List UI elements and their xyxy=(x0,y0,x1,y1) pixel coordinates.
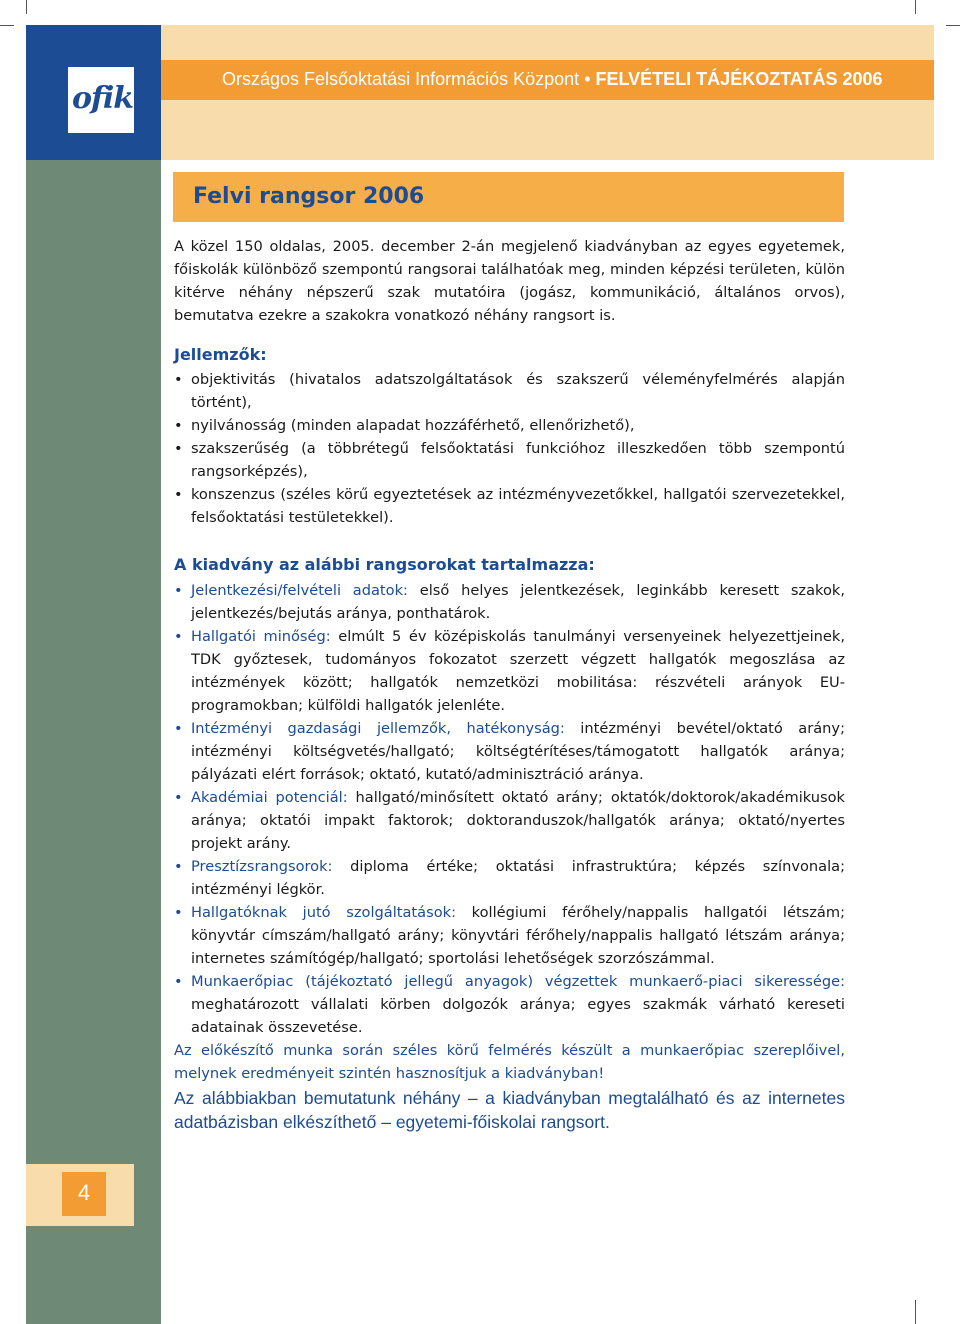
crop-mark xyxy=(0,25,14,26)
item-text: kollégiumi férőhely/nappalis hallgatói létszám; könyvtár címszám/hallgató arány; könyvtári férőhely/nappalis hallgató létszám aránya; internetes számítógép/hallgató; sportolási lehetőségek szorzószámmal. xyxy=(191,904,845,967)
item-text: hallgató/minősített oktató arány; oktatók/doktorok/akadémikusok aránya; oktatói impakt faktorok; doktoranduszok/hallgatók aránya; oktató/nyertes projekt arány. xyxy=(191,789,845,852)
list-item xyxy=(174,717,845,786)
header-org-name: Országos Felsőoktatási Információs Központ xyxy=(222,69,580,89)
sidebar-band xyxy=(26,160,161,1324)
item-text: elmúlt 5 év középiskolás tanulmányi versenyeinek helyezettjeinek, TDK győztesek, tudományos fokozatot szerzett végzett hallgatók megoszlása az intézmények között; hallgatók nemzetközi mobilitása: részvételi arányok EU-programokban; külföldi hallgatók jelenléte. xyxy=(191,628,845,714)
item-text: első helyes jelentkezések, leginkább keresett szakok, jelentkezés/bejutás aránya, ponthatárok. xyxy=(191,582,845,622)
crop-mark xyxy=(26,0,27,14)
main-content xyxy=(174,235,845,1085)
footer-note: Az alábbiakban bemutatunk néhány – a kiadványban megtalálható és az internetes adatbázisban elkészíthető – egyetemi-főiskolai rangsort. xyxy=(174,1088,845,1132)
list-item: • nyilvánosság (minden alapadat hozzáférhető, ellenőrizhető), xyxy=(174,414,845,437)
crop-mark xyxy=(915,1300,916,1324)
closing-note: Az előkészítő munka során széles körű felmérés készült a munkaerőpiac szereplőivel, melynek eredményeit szintén hasznosítjuk a kiadványban! xyxy=(174,1042,845,1082)
crop-mark xyxy=(915,0,916,14)
list-item xyxy=(174,786,845,855)
item-label: Presztízsrangsorok: xyxy=(191,858,333,875)
intro-paragraph: A közel 150 oldalas, 2005. december 2-án megjelenő kiadványban az egyes egyetemek, főiskolák különböző szempontú rangsorai találhatóak meg, minden képzési területen, külön kitérve néhány népszerű szak mutatóira (jogász, kommunikáció, általános orvos), bemutatva ezekre a szakokra vonatkozó néhány rangsort is. xyxy=(174,238,845,324)
header-publication: FELVÉTELI TÁJÉKOZTATÁS 2006 xyxy=(595,69,883,89)
contents-heading: A kiadvány az alábbi rangsorokat tartalmazza: xyxy=(174,555,595,574)
list-item xyxy=(174,901,845,970)
logo-panel xyxy=(26,25,161,160)
characteristics-list xyxy=(174,368,845,529)
item-label: Munkaerőpiac (tájékoztató jellegű anyagok) végzettek munkaerő-piaci sikeressége: xyxy=(191,973,845,990)
header-text xyxy=(222,69,883,90)
page-number-box xyxy=(26,1164,134,1226)
title-bar xyxy=(173,172,844,222)
list-item xyxy=(174,579,845,625)
contents-list xyxy=(174,579,845,1039)
item-label: Intézményi gazdasági jellemzők, hatékonyság: xyxy=(191,720,565,737)
item-label: Akadémiai potenciál: xyxy=(191,789,348,806)
list-item xyxy=(174,625,845,717)
item-text: meghatározott vállalati körben dolgozók aránya; egyes szakmák várható kereseti adatainak összevetése. xyxy=(191,996,845,1036)
item-label: Hallgatóknak jutó szolgáltatások: xyxy=(191,904,456,921)
page-title: Felvi rangsor 2006 xyxy=(193,184,425,209)
list-item xyxy=(174,855,845,901)
item-label: Jelentkezési/felvételi adatok: xyxy=(191,582,408,599)
list-item: • szakszerűség (a többrétegű felsőoktatási funkcióhoz illeszkedően több szempontú rangsorképzés), xyxy=(174,437,845,483)
characteristics-heading: Jellemzők: xyxy=(174,345,267,364)
page-number: 4 xyxy=(77,1180,91,1205)
list-item: • objektivitás (hivatalos adatszolgáltatások és szakszerű véleményfelmérés alapján történt), xyxy=(174,368,845,414)
crop-mark xyxy=(946,25,960,26)
list-item: • konszenzus (széles körű egyeztetések az intézményvezetőkkel, hallgatói szervezetekkel, felsőoktatási testületekkel). xyxy=(174,483,845,529)
ofik-logo xyxy=(68,67,134,133)
logo-text: ofik xyxy=(72,81,134,116)
item-text: diploma értéke; oktatási infrastruktúra; képzés színvonala; intézményi légkör. xyxy=(191,858,845,898)
list-item xyxy=(174,970,845,1039)
page-number-badge xyxy=(62,1172,106,1216)
item-text: intézményi bevétel/oktató arány; intézményi költségvetés/hallgató; költségtérítéses/támogatott hallgatók aránya; pályázati elért források; oktató, kutató/adminisztráció aránya. xyxy=(191,720,845,783)
header-separator: • xyxy=(584,69,591,89)
item-label: Hallgatói minőség: xyxy=(191,628,331,645)
